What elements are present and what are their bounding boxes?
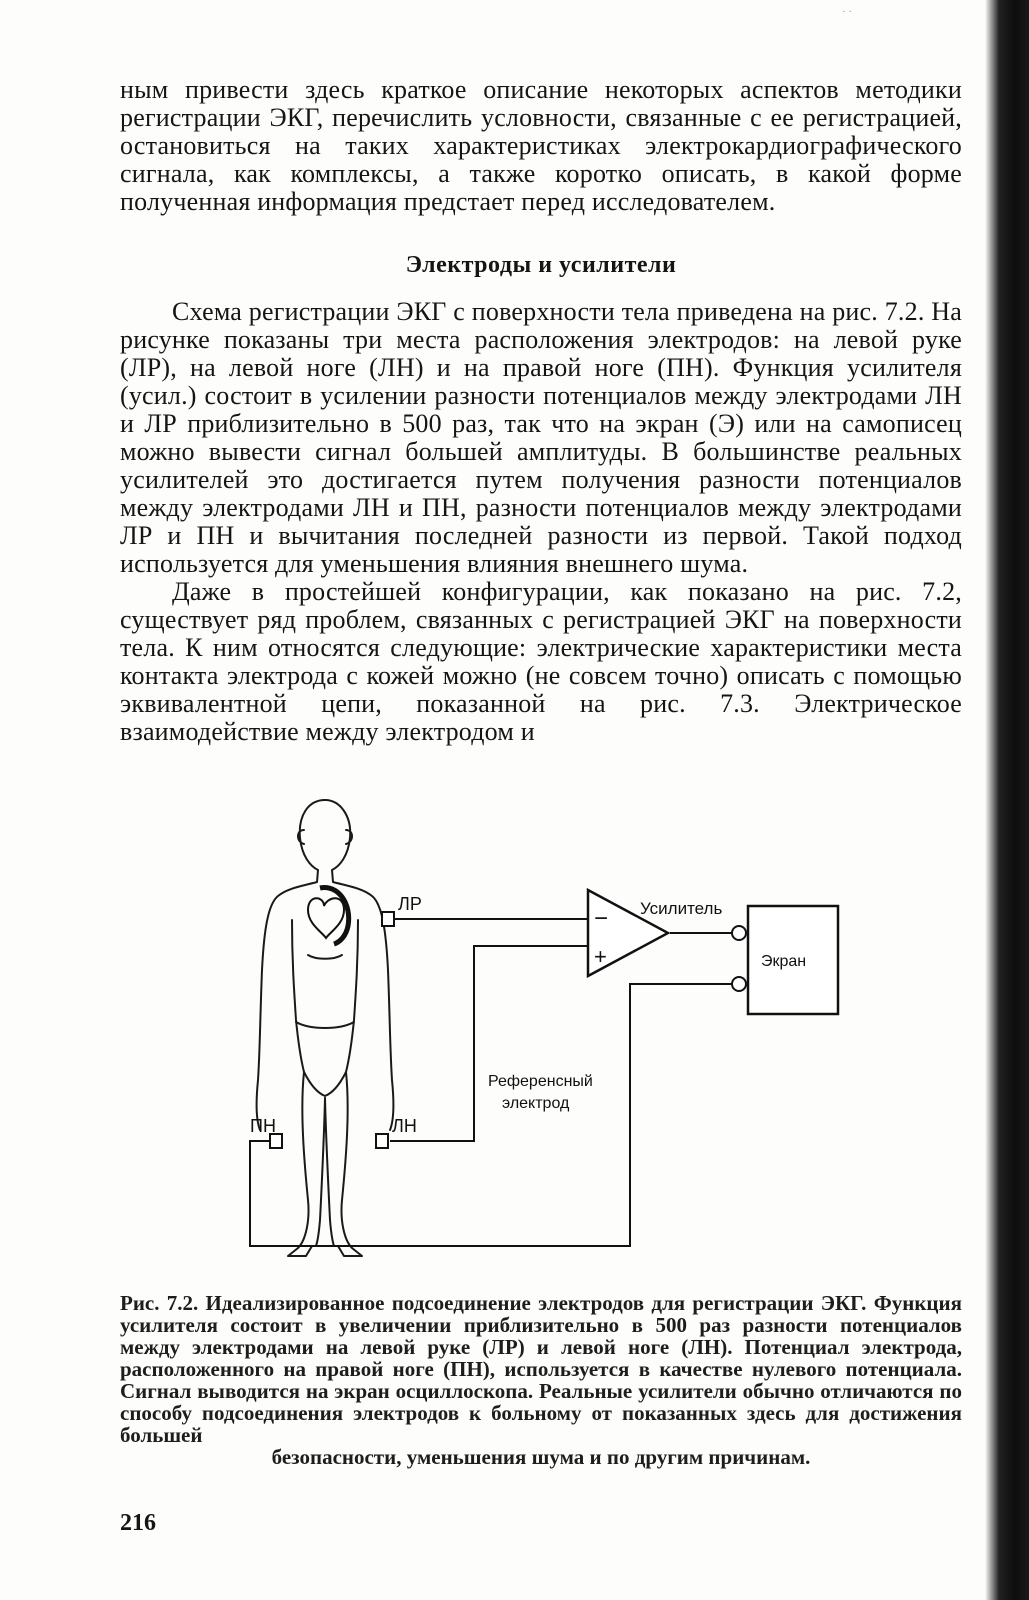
section-body (120, 298, 962, 746)
paragraph-3: Даже в простейшей конфигурации, как показано на рис. 7.2, существует ряд проблем, связанных с регистрацией ЭКГ на поверхности тела. К ним относятся следующие: электрические характеристики места контакта электрода с кожей можно (не совсем точно) описать с помощью эквивалентной цепи, показанной на рис. 7.3. Электрическое взаимодействие между электродом и (120, 577, 962, 746)
label-pn: ПН (250, 1116, 276, 1136)
caption-last-line: безопасности, уменьшения шума и по другим причинам. (271, 1445, 811, 1469)
paragraph-1: ным привести здесь краткое описание некоторых аспектов методики регистрации ЭКГ, перечислить условности, связанные с ее регистрацией, остановиться на таких характеристиках электрокардиографического сигнала, как комплексы, а также коротко описать, в какой форме полученная информация предстает перед исследователем. (120, 75, 962, 216)
screen-terminal-top (732, 926, 746, 940)
amplifier-label: Усилитель (640, 899, 723, 918)
page-edge-shadow (985, 0, 1029, 1600)
section-heading: Электроды и усилители (405, 252, 677, 278)
amplifier-plus-label: + (594, 944, 607, 969)
figure-caption (120, 1292, 962, 1468)
paragraph-2: Схема регистрации ЭКГ с поверхности тела приведена на рис. 7.2. На рисунке показаны три места расположения электродов: на левой руке (ЛР), на левой ноге (ЛН) и на правой ноге (ПН). Функция усилителя (усил.) состоит в усилении разности потенциалов между электродами ЛН и ЛР приблизительно в 500 раз, так что на экран (Э) или на самописец можно вывести сигнал большей амплитуды. В большинстве реальных усилителей это достигается путем получения разности потенциалов между электродами ЛН и ПН, разности потенциалов между электродами ЛР и ПН и вычитания последней разности из первой. Такой подход используется для уменьшения влияния внешнего шума. (120, 297, 962, 578)
ecg-electrode-figure (200, 780, 900, 1270)
electrode-ln (376, 1134, 388, 1148)
human-figure (257, 800, 394, 1256)
label-ln: ЛН (392, 1116, 417, 1136)
amplifier-minus-label: − (594, 905, 609, 932)
label-lr: ЛР (398, 894, 422, 914)
electrode-pn (270, 1134, 282, 1148)
reference-label-line-2: электрод (502, 1095, 570, 1112)
page-number: 216 (120, 1510, 156, 1536)
screen-label: Экран (761, 953, 807, 970)
reference-label-line-1: Референсный (488, 1073, 593, 1090)
electrode-lr (382, 912, 394, 926)
scan-artifact: · · (842, 6, 853, 18)
paragraph-continuation (120, 76, 962, 216)
screen-terminal-bottom (732, 977, 746, 991)
caption-main: Рис. 7.2. Идеализированное подсоединение электродов для регистрации ЭКГ. Функция усилителя состоит в увеличении приблизительно в 500 раз разности потенциалов между электродами на левой руке (ЛР) и левой ноге (ЛН). Потенциал электрода, расположенного на правой ноге (ПН), используется в качестве нулевого потенциала. Сигнал выводится на экран осциллоскопа. Реальные усилители обычно отличаются по способу подсоединения электродов к больному от показанных здесь для достижения большей (120, 1291, 962, 1447)
heart-icon (308, 887, 349, 944)
